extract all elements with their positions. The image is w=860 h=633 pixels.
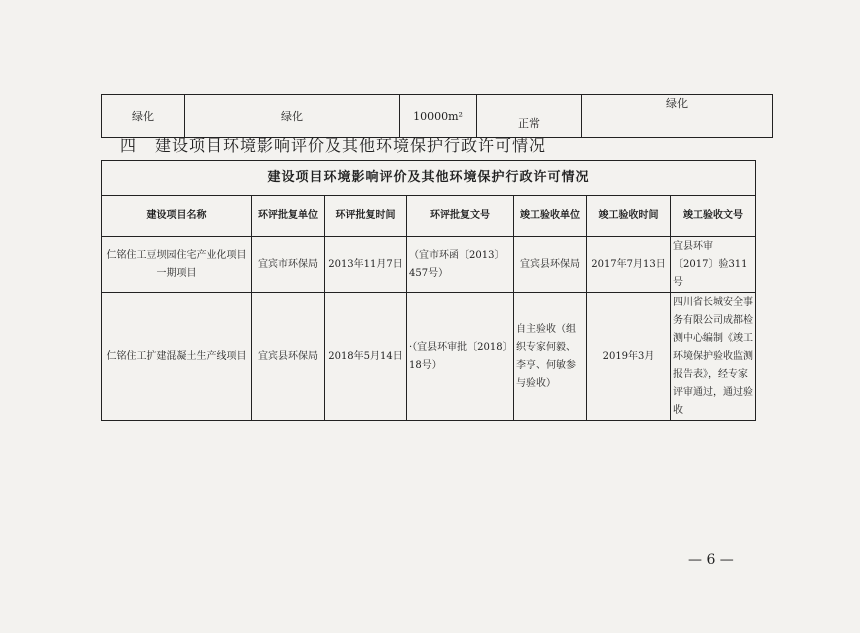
- table-cell: 2019年3月: [587, 293, 671, 421]
- table-cell: 自主验收（组织专家何毅、李亨、何敏参与验收）: [514, 293, 587, 421]
- page-number: — 6 —: [688, 552, 734, 568]
- project-name-line: 仁铭住工豆坝园住宅产业化项目: [106, 249, 247, 261]
- table-cell: 仁铭住工扩建混凝土生产线项目: [102, 293, 252, 421]
- table-cell: 2017年7月13日: [587, 237, 671, 293]
- table-row: [102, 237, 756, 293]
- section-title: 建设项目环境影响评价及其他环境保护行政许可情况: [155, 136, 547, 155]
- section-heading: [120, 133, 546, 156]
- table-header-row: [102, 196, 756, 237]
- table-caption: 建设项目环境影响评价及其他环境保护行政许可情况: [102, 161, 756, 196]
- table-cell: 四川省长城安全事务有限公司成都检测中心编制《竣工环境保护验收监测报告表》，经专家评审通过，通过验收: [671, 293, 756, 421]
- table-caption-row: [102, 161, 756, 196]
- table-cell: 宜宾市环保局: [252, 237, 325, 293]
- table-cell: 宜县环审〔2017〕验311号: [671, 237, 756, 293]
- table-row: [102, 293, 756, 421]
- section-number: 四: [120, 136, 138, 155]
- table-cell: 绿化: [185, 95, 400, 138]
- project-name-line: 一期项目: [156, 267, 197, 279]
- partial-table: [101, 94, 773, 138]
- table-cell: 10000m²: [400, 95, 477, 138]
- column-header: 建设项目名称: [102, 196, 252, 237]
- column-header: 环评批复单位: [252, 196, 325, 237]
- table-cell: 绿化: [582, 95, 773, 138]
- column-header: 竣工验收单位: [514, 196, 587, 237]
- column-header: 环评批复时间: [325, 196, 407, 237]
- column-header: 竣工验收文号: [671, 196, 756, 237]
- column-header: 竣工验收时间: [587, 196, 671, 237]
- table-cell: 2018年5月14日: [325, 293, 407, 421]
- table-cell: （宜市环函〔2013〕457号）: [407, 237, 514, 293]
- table-cell: 2013年11月7日: [325, 237, 407, 293]
- table-row: [102, 95, 773, 138]
- table-cell: 正常: [477, 95, 582, 138]
- table-cell: 绿化: [102, 95, 185, 138]
- permit-table: [101, 160, 756, 421]
- table-cell: 宜宾县环保局: [252, 293, 325, 421]
- table-cell: ·（宜县环审批〔2018〕18号）: [407, 293, 514, 421]
- table-cell: 宜宾县环保局: [514, 237, 587, 293]
- column-header: 环评批复文号: [407, 196, 514, 237]
- table-cell: [102, 237, 252, 293]
